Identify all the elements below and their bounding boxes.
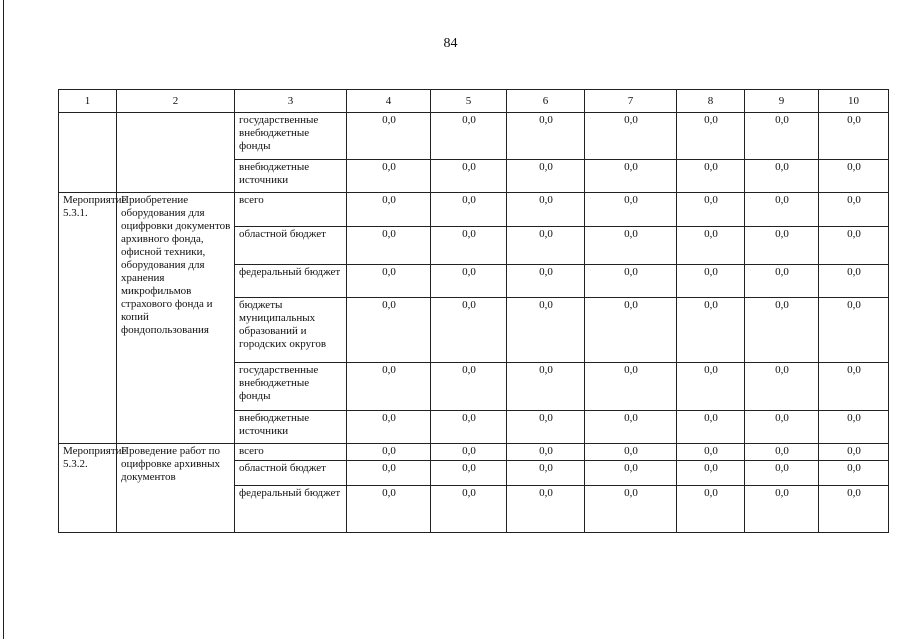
value-cell: 0,0 — [507, 444, 585, 461]
value-cell: 0,0 — [431, 265, 507, 298]
value-cell: 0,0 — [507, 411, 585, 444]
table-header-row — [59, 90, 889, 113]
value-cell: 0,0 — [431, 461, 507, 486]
value-cell: 0,0 — [745, 265, 819, 298]
value-cell: 0,0 — [745, 193, 819, 227]
value-cell: 0,0 — [819, 113, 889, 160]
activity-code-cell — [59, 113, 117, 193]
value-cell: 0,0 — [819, 160, 889, 193]
value-cell: 0,0 — [347, 113, 431, 160]
value-cell: 0,0 — [677, 265, 745, 298]
funding-source-cell: федеральный бюджет — [235, 486, 347, 533]
value-cell: 0,0 — [507, 265, 585, 298]
value-cell: 0,0 — [585, 160, 677, 193]
value-cell: 0,0 — [819, 486, 889, 533]
value-cell: 0,0 — [431, 113, 507, 160]
value-cell: 0,0 — [507, 227, 585, 265]
value-cell: 0,0 — [677, 227, 745, 265]
value-cell: 0,0 — [585, 298, 677, 363]
value-cell: 0,0 — [431, 411, 507, 444]
table-row — [59, 193, 889, 227]
funding-source-cell: областной бюджет — [235, 461, 347, 486]
activity-code-cell: Мероприятие 5.3.1. — [59, 193, 117, 444]
value-cell: 0,0 — [745, 363, 819, 411]
funding-source-cell: государственные внебюджетные фонды — [235, 113, 347, 160]
value-cell: 0,0 — [745, 486, 819, 533]
value-cell: 0,0 — [431, 486, 507, 533]
funding-source-cell: всего — [235, 444, 347, 461]
value-cell: 0,0 — [677, 444, 745, 461]
activity-name-cell: Приобретение оборудования для оцифровки документов архивного фонда, офисной техники, оборудования для хранения микрофильмов страхового фонда и копий фондопользования — [117, 193, 235, 444]
value-cell: 0,0 — [819, 461, 889, 486]
value-cell: 0,0 — [819, 193, 889, 227]
funding-source-cell: государственные внебюджетные фонды — [235, 363, 347, 411]
value-cell: 0,0 — [347, 227, 431, 265]
value-cell: 0,0 — [677, 298, 745, 363]
funding-source-cell: федеральный бюджет — [235, 265, 347, 298]
activity-name-cell: Проведение работ по оцифровке архивных документов — [117, 444, 235, 533]
header-cell: 6 — [507, 90, 585, 113]
header-cell: 1 — [59, 90, 117, 113]
value-cell: 0,0 — [819, 298, 889, 363]
value-cell: 0,0 — [585, 113, 677, 160]
value-cell: 0,0 — [585, 363, 677, 411]
header-cell: 5 — [431, 90, 507, 113]
value-cell: 0,0 — [347, 160, 431, 193]
value-cell: 0,0 — [431, 444, 507, 461]
value-cell: 0,0 — [431, 160, 507, 193]
funding-source-cell: бюджеты муниципальных образований и городских округов — [235, 298, 347, 363]
value-cell: 0,0 — [585, 265, 677, 298]
value-cell: 0,0 — [745, 160, 819, 193]
activity-code-cell: Мероприятие 5.3.2. — [59, 444, 117, 533]
value-cell: 0,0 — [585, 193, 677, 227]
funding-source-cell: внебюджетные источники — [235, 411, 347, 444]
value-cell: 0,0 — [347, 411, 431, 444]
value-cell: 0,0 — [745, 227, 819, 265]
value-cell: 0,0 — [507, 160, 585, 193]
value-cell: 0,0 — [819, 227, 889, 265]
header-cell: 8 — [677, 90, 745, 113]
value-cell: 0,0 — [819, 363, 889, 411]
page-number: 84 — [443, 36, 458, 51]
value-cell: 0,0 — [507, 486, 585, 533]
value-cell: 0,0 — [745, 444, 819, 461]
activity-name-cell — [117, 113, 235, 193]
header-cell: 9 — [745, 90, 819, 113]
value-cell: 0,0 — [507, 193, 585, 227]
value-cell: 0,0 — [585, 486, 677, 533]
value-cell: 0,0 — [745, 113, 819, 160]
value-cell: 0,0 — [347, 486, 431, 533]
funding-source-cell: областной бюджет — [235, 227, 347, 265]
value-cell: 0,0 — [431, 298, 507, 363]
scan-edge-rule — [3, 0, 4, 639]
value-cell: 0,0 — [585, 461, 677, 486]
value-cell: 0,0 — [347, 193, 431, 227]
value-cell: 0,0 — [507, 461, 585, 486]
value-cell: 0,0 — [745, 461, 819, 486]
value-cell: 0,0 — [745, 411, 819, 444]
value-cell: 0,0 — [819, 411, 889, 444]
value-cell: 0,0 — [819, 265, 889, 298]
value-cell: 0,0 — [431, 363, 507, 411]
value-cell: 0,0 — [677, 411, 745, 444]
value-cell: 0,0 — [431, 227, 507, 265]
value-cell: 0,0 — [347, 265, 431, 298]
header-cell: 4 — [347, 90, 431, 113]
value-cell: 0,0 — [431, 193, 507, 227]
value-cell: 0,0 — [347, 298, 431, 363]
value-cell: 0,0 — [347, 461, 431, 486]
value-cell: 0,0 — [677, 193, 745, 227]
value-cell: 0,0 — [745, 298, 819, 363]
header-cell: 7 — [585, 90, 677, 113]
value-cell: 0,0 — [585, 227, 677, 265]
table-row — [59, 444, 889, 461]
value-cell: 0,0 — [347, 363, 431, 411]
value-cell: 0,0 — [507, 298, 585, 363]
header-cell: 10 — [819, 90, 889, 113]
value-cell: 0,0 — [677, 486, 745, 533]
value-cell: 0,0 — [819, 444, 889, 461]
table-row — [59, 113, 889, 160]
value-cell: 0,0 — [677, 461, 745, 486]
value-cell: 0,0 — [677, 363, 745, 411]
funding-source-cell: внебюджетные источники — [235, 160, 347, 193]
value-cell: 0,0 — [677, 113, 745, 160]
funding-source-cell: всего — [235, 193, 347, 227]
header-cell: 3 — [235, 90, 347, 113]
value-cell: 0,0 — [677, 160, 745, 193]
value-cell: 0,0 — [585, 444, 677, 461]
value-cell: 0,0 — [507, 363, 585, 411]
value-cell: 0,0 — [507, 113, 585, 160]
budget-table — [58, 89, 889, 533]
header-cell: 2 — [117, 90, 235, 113]
value-cell: 0,0 — [585, 411, 677, 444]
value-cell: 0,0 — [347, 444, 431, 461]
